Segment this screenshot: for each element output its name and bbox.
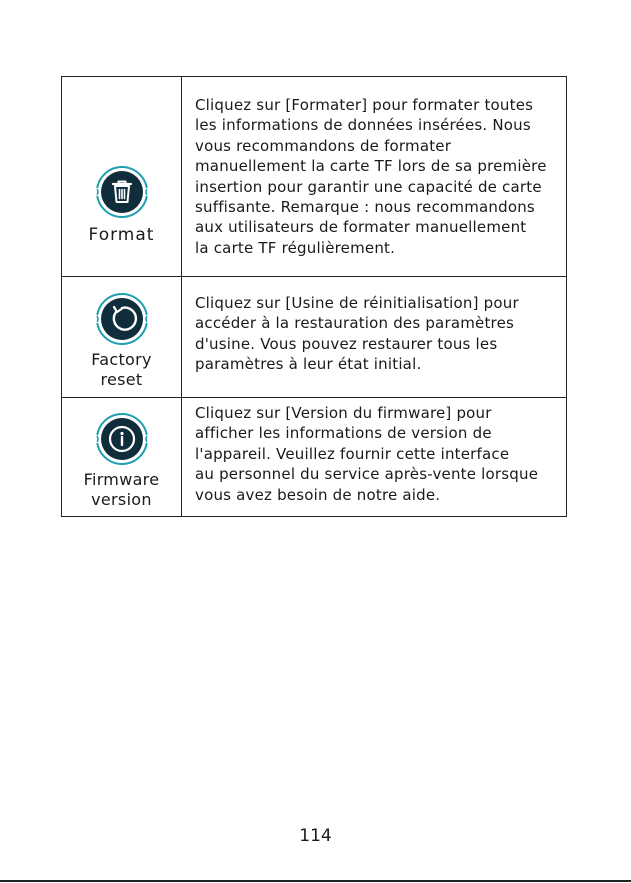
icon-cell [62,277,182,398]
page-number: 114 [299,826,332,846]
description-cell [182,398,567,517]
firmware-version-description: Cliquez sur [Version du firmware] pour afficher les informations de version de l'appareil. Veuillez fournir cette interface au personnel du service après-vente lorsque vous avez besoin de notre aide. [195,404,539,504]
table-row-firmware-version [62,398,567,517]
format-label: Format [88,224,155,245]
trash-icon [95,165,149,219]
table-row-format [62,77,567,277]
firmware-version-label: Firmware version [83,470,160,509]
description-cell [182,77,567,277]
factory-reset-label: Factory reset [91,350,152,389]
info-icon [95,412,149,466]
table-row-factory-reset [62,277,567,398]
icon-cell [62,398,182,517]
bottom-divider [0,880,631,882]
description-cell [182,277,567,398]
reset-icon [95,292,149,346]
factory-reset-description: Cliquez sur [Usine de réinitialisation] pour accéder à la restauration des paramètres d'usine. Vous pouvez restaurer tous les paramètres à leur état initial. [195,294,519,374]
icon-cell [62,77,182,277]
format-description: Cliquez sur [Formater] pour formater toutes les informations de données insérées. Nous vous recommandons de formater manuellement la carte TF lors de sa première insertion pour garantir une capacité de carte suffisante. Remarque : nous recommandons aux utilisateurs de formater manuellement la carte TF régulièrement. [195,96,547,257]
settings-table [61,76,567,517]
